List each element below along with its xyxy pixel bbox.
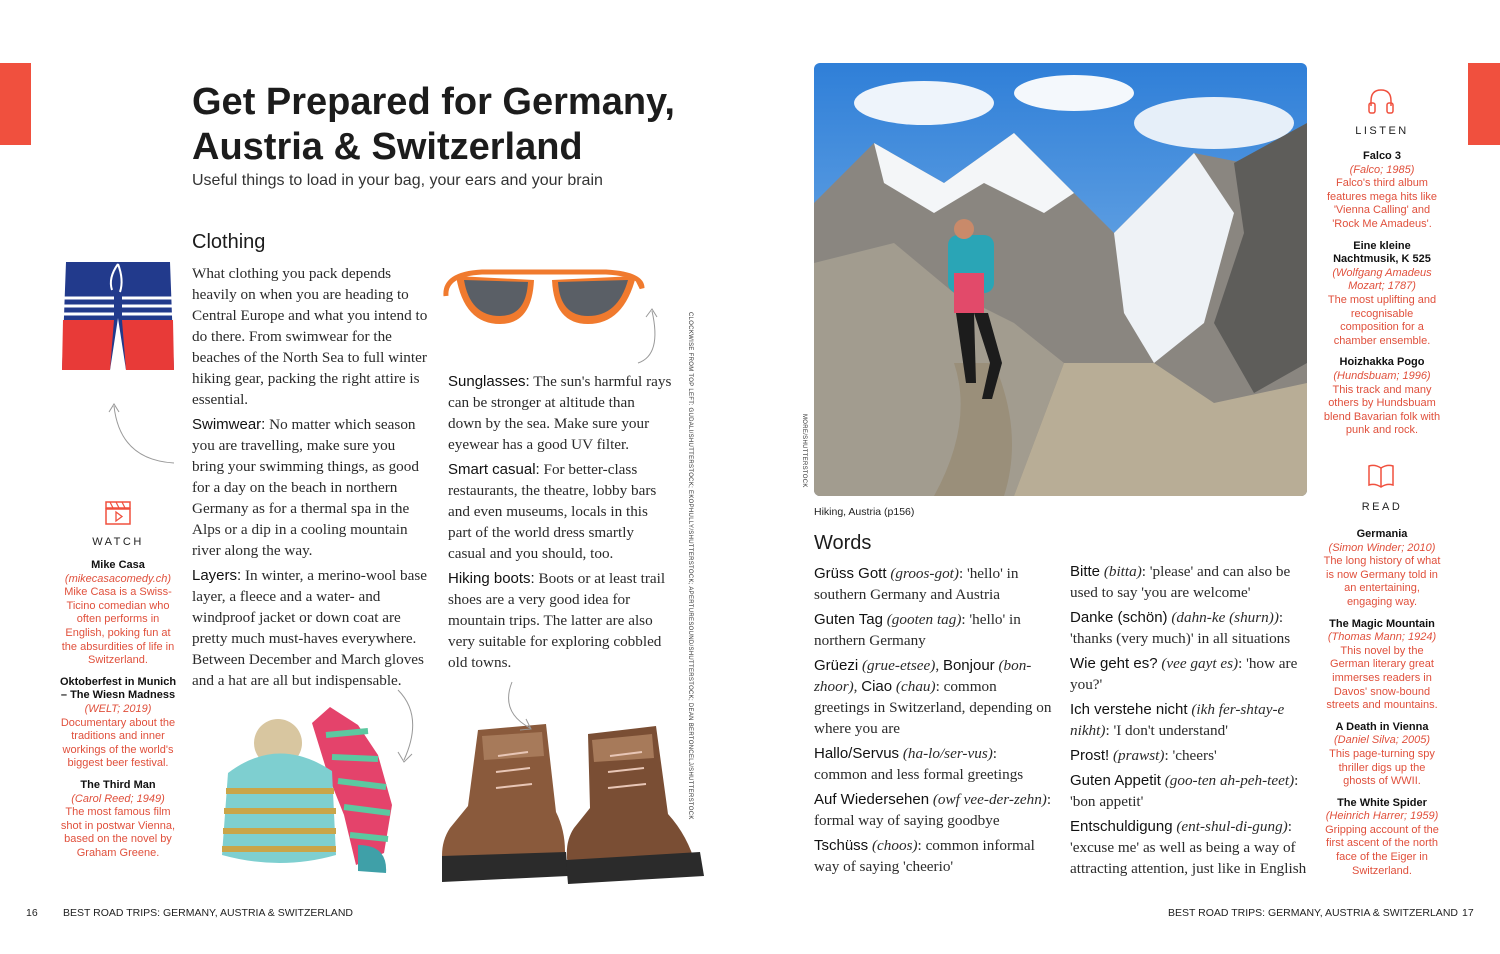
words-heading: Words — [814, 532, 872, 554]
read-list — [1322, 528, 1442, 886]
smart-casual-text: For better-class restaurants, the theatre, lobby bars and even museums, locals in this part of the world dress smartly casual and you should, too. — [448, 461, 657, 562]
word-text: : 'hello' in northern Germany — [814, 611, 1021, 649]
listen-item-title: Eine kleine Nachtmusik, K 525 — [1333, 239, 1431, 266]
listen-item-title: Hoizhakka Pogo — [1339, 356, 1425, 369]
word-text: : 'please' and can also be used to say 'you are welcome' — [1070, 563, 1291, 601]
listen-item-desc: Falco's third album features mega hits like 'Vienna Calling' and 'Rock Me Amadeus'. — [1326, 177, 1438, 230]
word-pron: (bitta) — [1103, 563, 1142, 580]
listen-item-meta: (Falco; 1985) — [1349, 163, 1415, 176]
read-item-meta: (Thomas Mann; 1924) — [1327, 631, 1437, 644]
word-text: : common informal way of saying 'cheerio' — [814, 837, 1035, 875]
word-term: Ciao — [861, 678, 893, 695]
word-entry — [1070, 699, 1308, 741]
read-item-title: The White Spider — [1337, 796, 1427, 809]
word-text: : common and less formal greetings — [814, 745, 1024, 783]
word-entry — [1070, 816, 1308, 879]
word-text: : 'hello' in southern Germany and Austria — [814, 565, 1019, 603]
watch-item-desc: Documentary about the traditions and inner workings of the world's biggest beer festival. — [60, 716, 176, 770]
swim-shorts-image — [58, 258, 176, 376]
layers-paragraph — [192, 565, 428, 691]
word-term: Guten Appetit — [1070, 772, 1161, 789]
word-term: Bonjour — [942, 657, 995, 674]
word-pron: (ha-lo/ser-vus) — [902, 745, 993, 762]
word-term: Grüezi — [814, 657, 859, 674]
read-item-title: A Death in Vienna — [1335, 720, 1429, 733]
read-item — [1322, 721, 1442, 789]
word-entry — [1070, 561, 1308, 603]
word-pron: (choos) — [871, 837, 918, 854]
clothing-column-1 — [192, 263, 428, 691]
read-item-desc: This page-turning spy thriller digs up the ghosts of WWII. — [1329, 747, 1435, 788]
photo-caption: Hiking, Austria (p156) — [814, 506, 915, 518]
word-entry — [1070, 745, 1308, 766]
word-pron: (ent-shul-di-gung) — [1176, 818, 1288, 835]
sunglasses-image — [442, 266, 646, 336]
read-item — [1322, 618, 1442, 713]
listen-item — [1322, 150, 1442, 232]
read-item-desc: Gripping account of the first ascent of the north face of the Eiger in Switzerland. — [1325, 823, 1439, 877]
layers-text: In winter, a merino-wool base layer, a fleece and a water- and windproof jacket or down coat are pretty much must-haves everywhere. Between December and March gloves and a hat are all but indispensable. — [192, 567, 428, 689]
word-term: Entschuldigung — [1070, 818, 1173, 835]
words-column-1 — [814, 563, 1052, 877]
read-label: READ — [1361, 501, 1403, 513]
watch-item-desc: Mike Casa is a Swiss-Ticino comedian who often performs in English, poking fun at the absurdities of life in Switzerland. — [61, 586, 175, 667]
word-text: : common greetings in Switzerland, depending on where you are — [814, 678, 1052, 737]
word-sep: , — [935, 657, 943, 674]
hiking-boots-image — [438, 716, 712, 886]
word-pron: (goo-ten ah-peh-teet) — [1164, 772, 1295, 789]
word-text: : 'how are you?' — [1070, 655, 1298, 693]
swimwear-text: No matter which season you are travelling, make sure you bring your swimming things, as good for a day on the beach in northern Germany as for a thermal spa in the Alps or a dip in a cooling mountain river along the way. — [192, 416, 419, 559]
clothing-intro: What clothing you pack depends heavily on when you are heading to Central Europe and what you intend to do there. From swimwear for the beaches of the North Sea to full winter hiking gear, packing the right attire is essential. — [192, 265, 428, 408]
watch-item-meta: (Carol Reed; 1949) — [71, 792, 165, 805]
hiking-boots-text: Boots or at least trail shoes are a very good idea for mountain trips. The latter are also very suitable for exploring cobbled old towns. — [448, 570, 666, 671]
page-title: Get Prepared for Germany, Austria & Switzerland — [192, 81, 675, 168]
shorts-arrow-icon — [100, 398, 180, 468]
word-term: Auf Wiedersehen — [814, 791, 930, 808]
headphones-icon — [1366, 86, 1396, 116]
page-number-right: 17 — [1462, 907, 1474, 919]
hat-gloves-image — [208, 695, 420, 880]
hiking-boots-paragraph — [448, 568, 672, 673]
photo-credit-right: MORE/SHUTTERSTOCK — [801, 414, 807, 488]
word-pron: (vee gayt es) — [1161, 655, 1239, 672]
word-text: : formal way of saying goodbye — [814, 791, 1052, 829]
word-term: Wie geht es? — [1070, 655, 1158, 672]
swimwear-paragraph — [192, 414, 428, 561]
listen-item-desc: The most uplifting and recognisable composition for a chamber ensemble. — [1327, 293, 1437, 347]
word-pron: (gooten tag) — [886, 611, 962, 628]
read-item — [1322, 528, 1442, 610]
hiking-photo-image — [814, 63, 1307, 496]
sunglasses-paragraph — [448, 371, 672, 455]
word-term: Tschüss — [814, 837, 869, 854]
watch-item — [58, 676, 178, 771]
word-entry — [814, 563, 1052, 605]
word-term: Danke (schön) — [1070, 609, 1168, 626]
listen-item — [1322, 240, 1442, 349]
read-item-meta: (Heinrich Harrer; 1959) — [1325, 810, 1439, 823]
watch-item-title: Oktoberfest in Munich – The Wiesn Madness — [59, 675, 177, 702]
word-pron: (grue-etsee) — [861, 657, 936, 674]
word-entry — [814, 609, 1052, 651]
word-entry — [1070, 770, 1308, 812]
watch-item — [58, 559, 178, 668]
swimwear-term: Swimwear: — [192, 416, 266, 433]
sunglasses-term: Sunglasses: — [448, 373, 530, 390]
sunglasses-text: The sun's harmful rays can be stronger at altitude than down by the sea. Make sure your eyewear has a good UV filter. — [448, 373, 672, 453]
right-edge-tab — [1468, 63, 1500, 145]
word-term: Hallo/Servus — [814, 745, 900, 762]
read-item — [1322, 797, 1442, 879]
read-item-desc: The long history of what is now Germany told in an entertaining, engaging way. — [1323, 555, 1441, 608]
clothing-heading: Clothing — [192, 231, 266, 253]
sunglasses-arrow-icon — [634, 305, 664, 367]
word-text: : 'excuse me' as well as being a way of attracting attention, just like in English — [1070, 818, 1307, 877]
watch-item-meta: (mikecasacomedy.ch) — [64, 572, 172, 585]
word-entry — [1070, 607, 1308, 649]
word-term: Guten Tag — [814, 611, 883, 628]
clothing-column-2 — [448, 371, 672, 673]
listen-item-meta: (Wolfgang Amadeus Mozart; 1787) — [1332, 266, 1432, 293]
word-pron: (chau) — [895, 678, 936, 695]
watch-item-meta: (WELT; 2019) — [84, 702, 152, 715]
listen-item — [1322, 356, 1442, 438]
word-pron: (owf vee-der-zehn) — [932, 791, 1047, 808]
smart-casual-paragraph — [448, 459, 672, 564]
word-pron: (prawst) — [1112, 747, 1165, 764]
photo-credit-left: CLOCKWISE FROM TOP LEFT: GUDALI/SHUTTERSTOCK; EKOPHULLY/SHUTTERSTOCK; APERTURESOUND/SHUTTERSTOCK; DEAN BERTONCELJ/SHUTTERSTOCK — [687, 312, 693, 820]
book-icon — [1366, 462, 1396, 490]
listen-item-desc: This track and many others by Hundsbuam blend Bavarian folk with punk and rock. — [1323, 383, 1441, 437]
read-item-title: Germania — [1356, 528, 1408, 540]
word-text: : 'I don't understand' — [1105, 722, 1228, 739]
word-pron: (ikh fer-shtay-e nikht) — [1070, 701, 1285, 739]
gloves-arrow-icon — [390, 686, 420, 766]
word-pron: (groos-got) — [890, 565, 959, 582]
word-term: Bitte — [1070, 563, 1101, 580]
read-item-meta: (Simon Winder; 2010) — [1328, 541, 1436, 554]
listen-item-meta: (Hundsbuam; 1996) — [1333, 369, 1431, 382]
running-footer-right: BEST ROAD TRIPS: GERMANY, AUSTRIA & SWITZERLAND — [1168, 907, 1458, 919]
watch-label: WATCH — [92, 536, 144, 548]
listen-label: LISTEN — [1355, 125, 1409, 137]
word-text: : 'cheers' — [1164, 747, 1217, 764]
word-entry — [814, 655, 1052, 739]
read-item-title: The Magic Mountain — [1329, 617, 1435, 630]
left-edge-tab — [0, 63, 31, 145]
read-item-meta: (Daniel Silva; 2005) — [1334, 734, 1430, 747]
watch-item — [58, 779, 178, 861]
word-pron: (bon-zhoor) — [814, 657, 1032, 695]
clapperboard-icon — [104, 499, 132, 527]
watch-item-title: The Third Man — [80, 778, 156, 791]
listen-item-title: Falco 3 — [1363, 150, 1401, 162]
word-entry — [814, 835, 1052, 877]
running-footer-left: BEST ROAD TRIPS: GERMANY, AUSTRIA & SWITZERLAND — [63, 907, 353, 919]
word-text: : 'thanks (very much)' in all situations — [1070, 609, 1291, 647]
boots-arrow-icon — [500, 678, 540, 736]
word-entry — [814, 743, 1052, 785]
watch-list — [58, 559, 178, 868]
word-term: Grüss Gott — [814, 565, 887, 582]
word-pron: (dahn-ke (shurn)) — [1171, 609, 1279, 626]
word-text: : 'bon appetit' — [1070, 772, 1299, 810]
word-term: Ich verstehe nicht — [1070, 701, 1188, 718]
word-sep: , — [853, 678, 862, 695]
hiking-boots-term: Hiking boots: — [448, 570, 535, 587]
watch-item-desc: The most famous film shot in postwar Vienna, based on the novel by Graham Greene. — [60, 806, 176, 859]
word-entry — [814, 789, 1052, 831]
words-column-2 — [1070, 561, 1308, 879]
read-item-desc: This novel by the German literary great immerses readers in Davos' snow-bound streets and mountains. — [1326, 644, 1438, 712]
page-subtitle: Useful things to load in your bag, your ears and your brain — [192, 172, 603, 189]
hiking-photo — [814, 63, 1307, 496]
page-number-left: 16 — [26, 907, 38, 919]
listen-list — [1322, 150, 1442, 446]
smart-casual-term: Smart casual: — [448, 461, 540, 478]
word-entry — [1070, 653, 1308, 695]
layers-term: Layers: — [192, 567, 242, 584]
word-term: Prost! — [1070, 747, 1110, 764]
watch-item-title: Mike Casa — [91, 559, 145, 571]
